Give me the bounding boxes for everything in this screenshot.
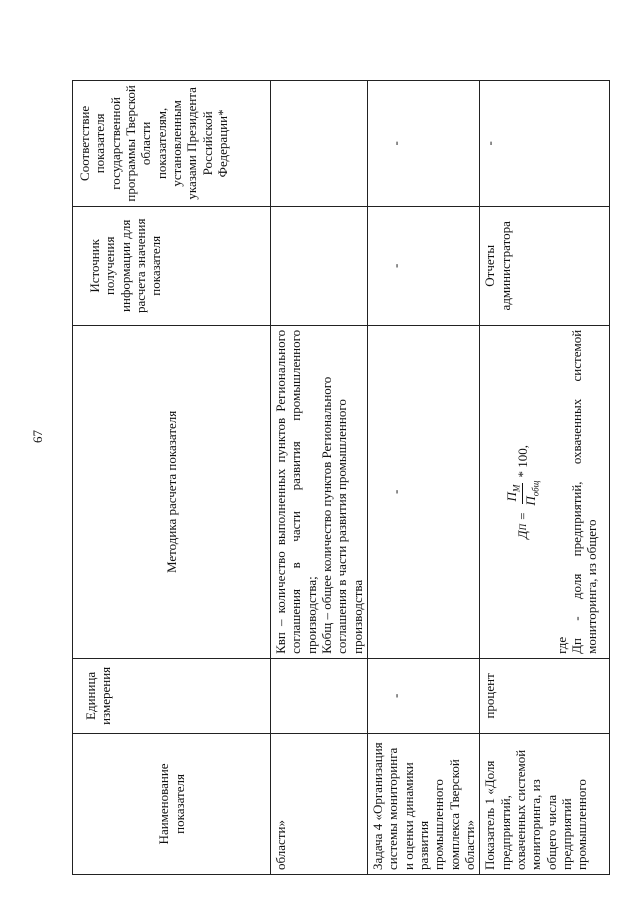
row3-method-line1: где xyxy=(553,636,569,654)
table-header-row xyxy=(73,81,271,875)
formula-equals: = xyxy=(515,508,531,524)
row1-method xyxy=(271,325,368,658)
formula-tail: * 100, xyxy=(515,445,531,478)
row3-method xyxy=(480,325,610,658)
row3-unit: процент xyxy=(480,658,610,733)
row1-method-line2: Кобщ – общее количество пунктов Регионального соглашения в части развития промышленного производства xyxy=(318,376,365,654)
formula-numerator-sub: М xyxy=(511,484,522,493)
row3-method-line2: Дп - доля предприятий, охваченных системой мониторинга, из общего xyxy=(569,329,600,654)
row3-name: Показатель 1 «Доля предприятий, охваченных системой мониторинга, из общего числа предприятий промышленного xyxy=(480,733,610,874)
formula-denominator: П xyxy=(523,496,539,506)
row3-match: - xyxy=(480,81,610,207)
header-match: Соответствие показателя государственной программы Тверской области показателям, установленным указами Президента Российской Федерации* xyxy=(73,81,271,207)
rotated-page-content xyxy=(72,80,600,875)
indicator-table xyxy=(72,80,610,875)
row1-match xyxy=(271,81,368,207)
share-formula xyxy=(504,330,541,654)
table-row xyxy=(480,81,610,875)
row1-unit xyxy=(271,658,368,733)
row2-source: - xyxy=(367,206,479,325)
header-source: Источник получения информации для расчета значения показателя xyxy=(73,206,271,325)
row2-match: - xyxy=(367,81,479,207)
formula-numerator: П xyxy=(504,492,520,502)
row1-name: области» xyxy=(271,733,368,874)
header-method: Методика расчета показателя xyxy=(73,325,271,658)
table-row xyxy=(367,81,479,875)
page-number: 67 xyxy=(30,430,45,443)
table-row xyxy=(271,81,368,875)
row1-source xyxy=(271,206,368,325)
formula-lhs: Д xyxy=(515,530,531,539)
header-unit: Единица измерения xyxy=(73,658,271,733)
row2-method: - xyxy=(367,325,479,658)
row3-source: Отчеты администратора xyxy=(480,206,610,325)
formula-lhs-sub: П xyxy=(517,523,528,531)
formula-denominator-sub: общ xyxy=(531,480,542,497)
row2-unit: - xyxy=(367,658,479,733)
row2-name: Задача 4 «Организация системы мониторинга и оценки динамики развития промышленного комплекса Тверской области» xyxy=(367,733,479,874)
formula-fraction xyxy=(504,481,541,506)
row1-method-line1: Квп – количество выполненных пунктов Регионального соглашения в части развития промышленного производства; xyxy=(273,329,319,654)
header-name: Наименование показателя xyxy=(73,733,271,874)
